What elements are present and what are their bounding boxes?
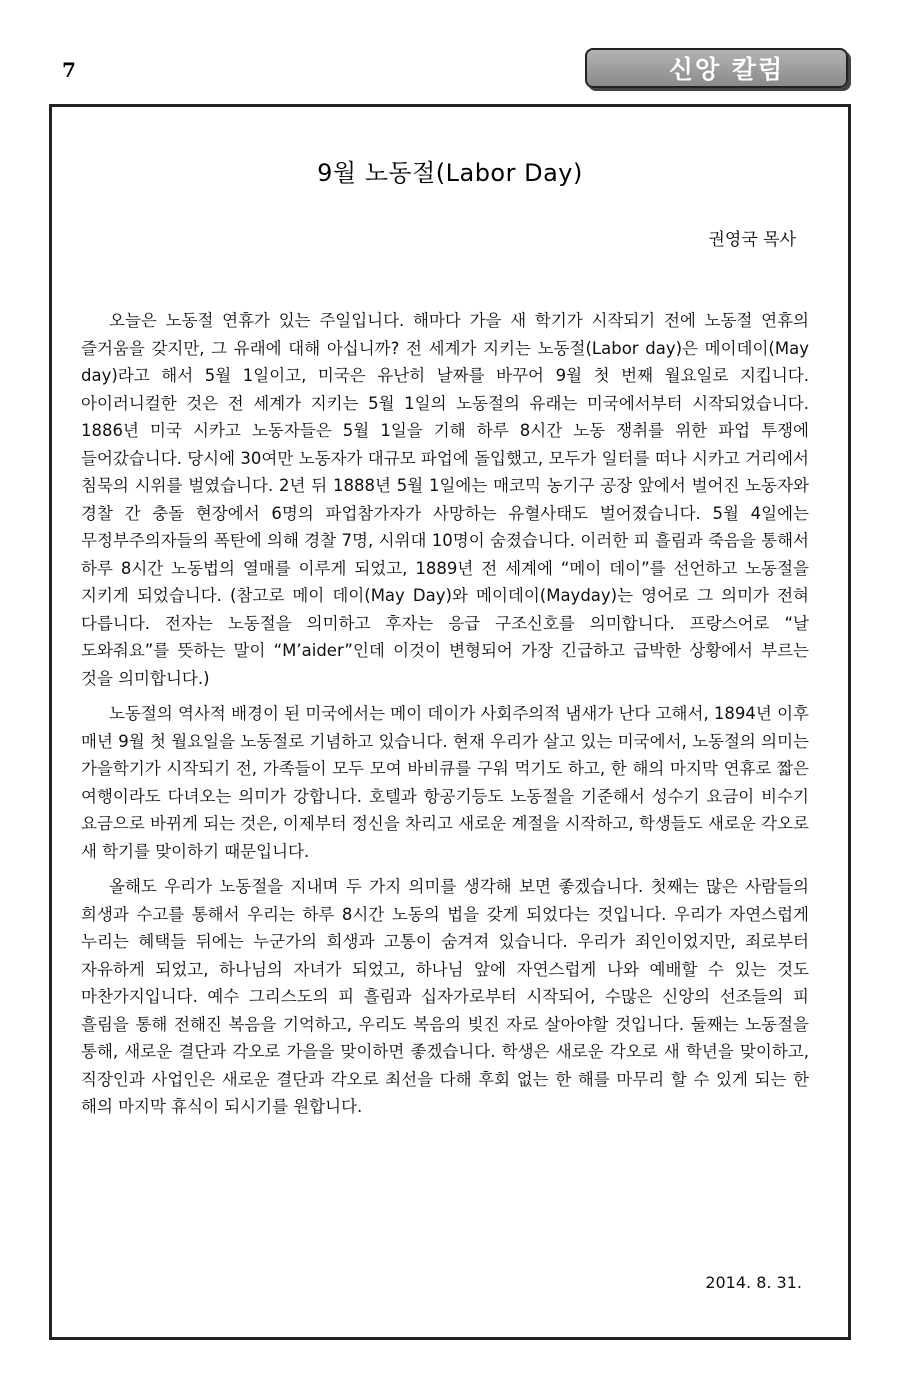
- article-author: 권영국 목사: [708, 230, 796, 250]
- section-tab: [585, 48, 848, 88]
- article-paragraph-2: 노동절의 역사적 배경이 된 미국에서는 메이 데이가 사회주의적 냄새가 난다 고해서, 1894년 이후 매년 9월 첫 월요일을 노동절로 기념하고 있습니다. 현재 우리가 살고 있는 미국에서, 노동절의 의미는 가을학기가 시작되기 전, 가족들이 모두 모여 바비큐를 구워 먹기도 하고, 한 해의 마지막 연휴로 짧은 여행이라도 다녀오는 의미가 강합니다. 호텔과 항공기등도 노동절을 기준해서 성수기 요금이 비수기 요금으로 바뀌게 되는 것은, 이제부터 정신을 차리고 새로운 계절을 시작하고, 학생들도 새로운 각오로 새 학기를 맞이하기 때문입니다.: [81, 704, 809, 861]
- article-frame: [49, 104, 851, 1340]
- article-title: 9월 노동절(Labor Day): [317, 159, 583, 187]
- article-paragraph-1: 오늘은 노동절 연휴가 있는 주일입니다. 해마다 가을 새 학기가 시작되기 전에 노동절 연휴의 즐거움을 갖지만, 그 유래에 대해 아십니까? 전 세계가 지키는 노동절(Labor day)은 메이데이(May day)라고 해서 5월 1일이고, 미국은 유난히 날짜를 바꾸어 9월 첫 번째 월요일로 지킵니다. 아이러니컬한 것은 전 세계가 지키는 5월 1일의 노동절의 유래는 미국에서부터 시작되었습니다. 1886년 미국 시카고 노동자들은 5월 1일을 기해 하루 8시간 노동 쟁취를 위한 파업 투쟁에 들어갔습니다. 당시에 30여만 노동자가 대규모 파업에 돌입했고, 모두가 일터를 떠나 시카고 거리에서 침묵의 시위를 벌였습니다. 2년 뒤 1888년 5월 1일에는 매코믹 농기구 공장 앞에서 벌어진 노동자와 경찰 간 충돌 현장에서 6명의 파업참가자가 사망하는 유혈사태도 벌어졌습니다. 5월 4일에는 무정부주의자들의 폭탄에 의해 경찰 7명, 시위대 10명이 숨졌습니다. 이러한 피 흘림과 죽음을 통해서 하루 8시간 노동법의 열매를 이루게 되었고, 1889년 전 세계에 “메이 데이”를 선언하고 노동절을 지키게 되었습니다. (참고로 메이 데이(May Day)와 메이데이(Mayday)는 영어로 그 의미가 전혀 다릅니다. 전자는 노동절을 의미하고 후자는 응급 구조신호를 의미합니다. 프랑스어로 “날 도와줘요”를 뜻하는 말이 “M’aider”인데 이것이 변형되어 가장 긴급하고 급박한 상황에서 부르는 것을 의미합니다.): [81, 311, 809, 688]
- section-label: 신앙 칼럼: [668, 55, 785, 84]
- article-date: 2014. 8. 31.: [705, 1273, 802, 1292]
- article-paragraph-3: 올해도 우리가 노동절을 지내며 두 가지 의미를 생각해 보면 좋겠습니다. 첫째는 많은 사람들의 희생과 수고를 통해서 우리는 하루 8시간 노동의 법을 갖게 되었다는 것입니다. 우리가 자연스럽게 누리는 혜택들 뒤에는 누군가의 희생과 고통이 숨겨져 있습니다. 우리가 죄인이었지만, 죄로부터 자유하게 되었고, 하나님의 자녀가 되었고, 하나님 앞에 자연스럽게 나와 예배할 수 있는 것도 마찬가지입니다. 예수 그리스도의 피 흘림과 십자가로부터 시작되어, 수많은 신앙의 선조들의 피 흘림을 통해 전해진 복음을 기억하고, 우리도 복음의 빚진 자로 살아야할 것입니다. 둘째는 노동절을 통해, 새로운 결단과 각오로 가을을 맞이하면 좋겠습니다. 학생은 새로운 각오로 새 학년을 맞이하고, 직장인과 사업인은 새로운 결단과 각오로 최선을 다해 후회 없는 한 해를 마무리 할 수 있게 되는 한 해의 마지막 휴식이 되시기를 원합니다.: [81, 877, 809, 1116]
- page-number: 7: [62, 58, 76, 82]
- article-body: [81, 307, 809, 1129]
